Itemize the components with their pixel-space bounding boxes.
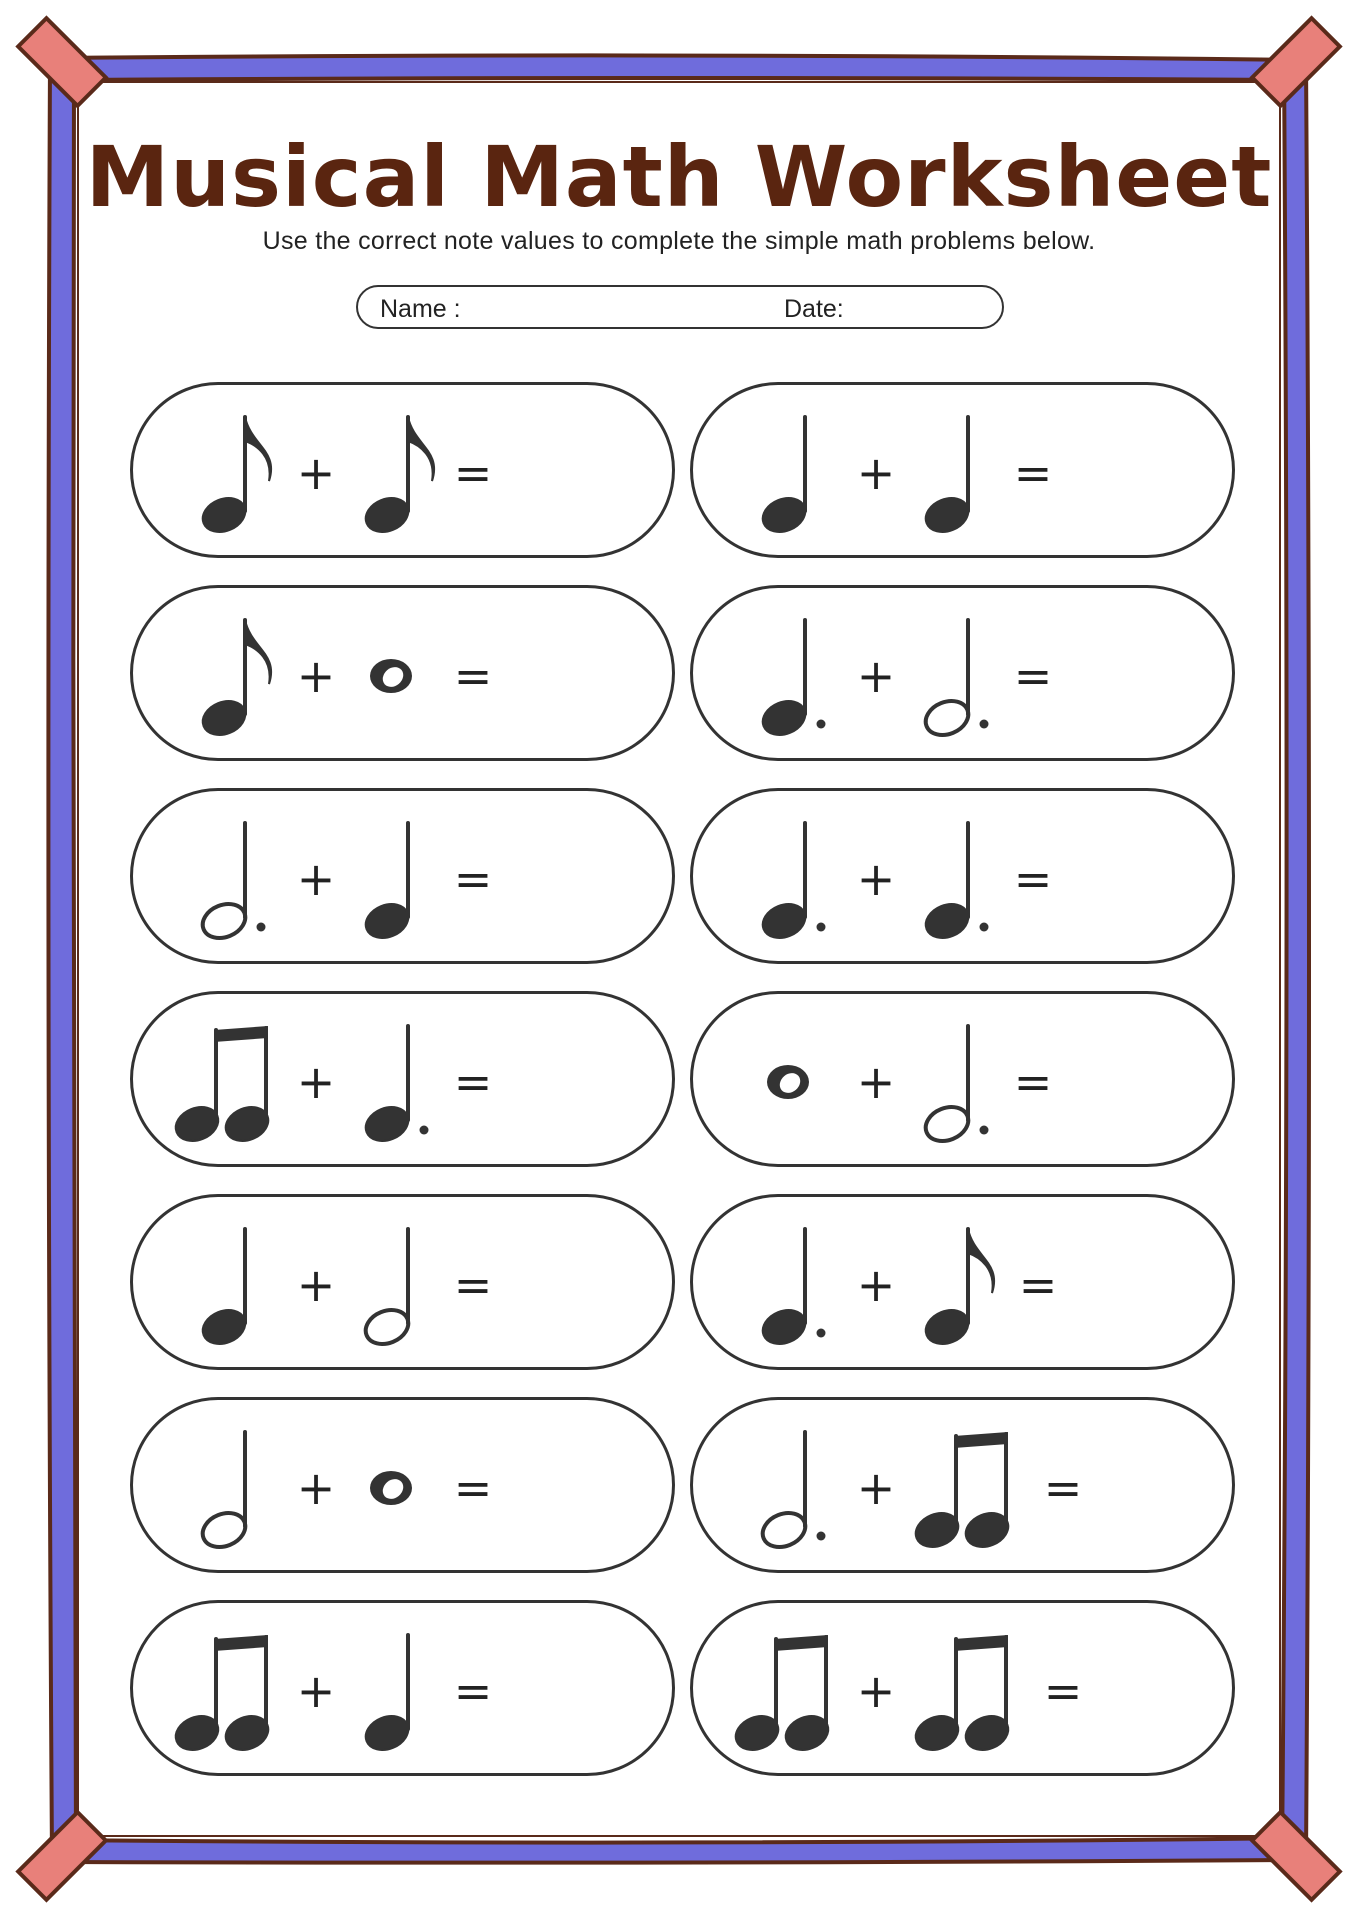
dotted-quarter-note-icon: [361, 1026, 429, 1147]
problem-equation: [693, 791, 1238, 967]
frame-corner-bottom-left: [18, 1812, 106, 1900]
plus-sign: +: [296, 446, 336, 500]
equals-sign: =: [453, 1258, 493, 1312]
eighth-note-icon: [921, 1229, 995, 1350]
beamed-eighth-notes-icon: [171, 1635, 274, 1756]
eighth-note-icon: [361, 417, 435, 538]
whole-note-icon: [370, 659, 412, 693]
instructions: Use the correct note values to complete the simple math problems below.: [262, 227, 1096, 255]
quarter-note-icon: [361, 823, 414, 944]
dotted-half-note-icon: [198, 823, 266, 944]
math-problem[interactable]: [690, 585, 1235, 761]
frame-corner-top-right: [1252, 18, 1340, 106]
plus-sign: +: [296, 1258, 336, 1312]
frame-corner-bottom-right: [1252, 1812, 1340, 1900]
equals-sign: =: [453, 852, 493, 906]
math-problem[interactable]: [690, 991, 1235, 1167]
problem-equation: [133, 1197, 678, 1373]
equals-sign: =: [453, 1664, 493, 1718]
half-note-icon: [198, 1432, 251, 1553]
dotted-quarter-note-icon: [758, 1229, 826, 1350]
math-problem[interactable]: [130, 1600, 675, 1776]
equals-sign: =: [453, 1055, 493, 1109]
page-title: Musical Math Worksheet: [85, 128, 1273, 226]
problem-equation: [133, 588, 678, 764]
math-problem[interactable]: [130, 1194, 675, 1370]
problem-equation: [133, 1400, 678, 1576]
plus-sign: +: [296, 852, 336, 906]
name-date-field[interactable]: [356, 285, 1004, 329]
plus-sign: +: [296, 1664, 336, 1718]
math-problem[interactable]: [130, 382, 675, 558]
frame-corner-top-left: [18, 18, 106, 106]
problem-equation: [693, 1400, 1238, 1576]
beamed-eighth-notes-icon: [731, 1635, 834, 1756]
plus-sign: +: [856, 446, 896, 500]
equals-sign: =: [1013, 649, 1053, 703]
beamed-eighth-notes-icon: [171, 1026, 274, 1147]
problem-equation: [133, 1603, 678, 1779]
dotted-quarter-note-icon: [758, 620, 826, 741]
problem-equation: [693, 588, 1238, 764]
problem-equation: [133, 994, 678, 1170]
eighth-note-icon: [198, 417, 272, 538]
plus-sign: +: [296, 1461, 336, 1515]
dotted-quarter-note-icon: [758, 823, 826, 944]
math-problem[interactable]: [130, 585, 675, 761]
math-problem[interactable]: [690, 382, 1235, 558]
beamed-eighth-notes-icon: [911, 1635, 1014, 1756]
equals-sign: =: [453, 446, 493, 500]
quarter-note-icon: [921, 417, 974, 538]
equals-sign: =: [1018, 1258, 1058, 1312]
equals-sign: =: [1013, 446, 1053, 500]
equals-sign: =: [1013, 852, 1053, 906]
plus-sign: +: [856, 1055, 896, 1109]
math-problem[interactable]: [690, 1194, 1235, 1370]
equals-sign: =: [1043, 1461, 1083, 1515]
math-problem[interactable]: [690, 1600, 1235, 1776]
math-problem[interactable]: [130, 1397, 675, 1573]
math-problem[interactable]: [690, 788, 1235, 964]
dotted-half-note-icon: [921, 620, 989, 741]
math-problem[interactable]: [130, 991, 675, 1167]
problem-equation: [693, 994, 1238, 1170]
equals-sign: =: [453, 649, 493, 703]
quarter-note-icon: [758, 417, 811, 538]
dotted-half-note-icon: [758, 1432, 826, 1553]
date-label: Date:: [784, 295, 844, 323]
quarter-note-icon: [361, 1635, 414, 1756]
whole-note-icon: [370, 1471, 412, 1505]
problem-equation: [693, 385, 1238, 561]
problem-equation: [693, 1603, 1238, 1779]
problem-equation: [133, 385, 678, 561]
plus-sign: +: [856, 649, 896, 703]
dotted-quarter-note-icon: [921, 823, 989, 944]
dotted-half-note-icon: [921, 1026, 989, 1147]
problem-equation: [133, 791, 678, 967]
quarter-note-icon: [198, 1229, 251, 1350]
equals-sign: =: [453, 1461, 493, 1515]
half-note-icon: [361, 1229, 414, 1350]
math-problem[interactable]: [690, 1397, 1235, 1573]
plus-sign: +: [856, 1258, 896, 1312]
beamed-eighth-notes-icon: [911, 1432, 1014, 1553]
plus-sign: +: [296, 649, 336, 703]
equals-sign: =: [1043, 1664, 1083, 1718]
problem-equation: [693, 1197, 1238, 1373]
name-label: Name :: [380, 295, 461, 323]
whole-note-icon: [767, 1065, 809, 1099]
math-problem[interactable]: [130, 788, 675, 964]
equals-sign: =: [1013, 1055, 1053, 1109]
eighth-note-icon: [198, 620, 272, 741]
plus-sign: +: [856, 1461, 896, 1515]
plus-sign: +: [856, 1664, 896, 1718]
plus-sign: +: [856, 852, 896, 906]
plus-sign: +: [296, 1055, 336, 1109]
